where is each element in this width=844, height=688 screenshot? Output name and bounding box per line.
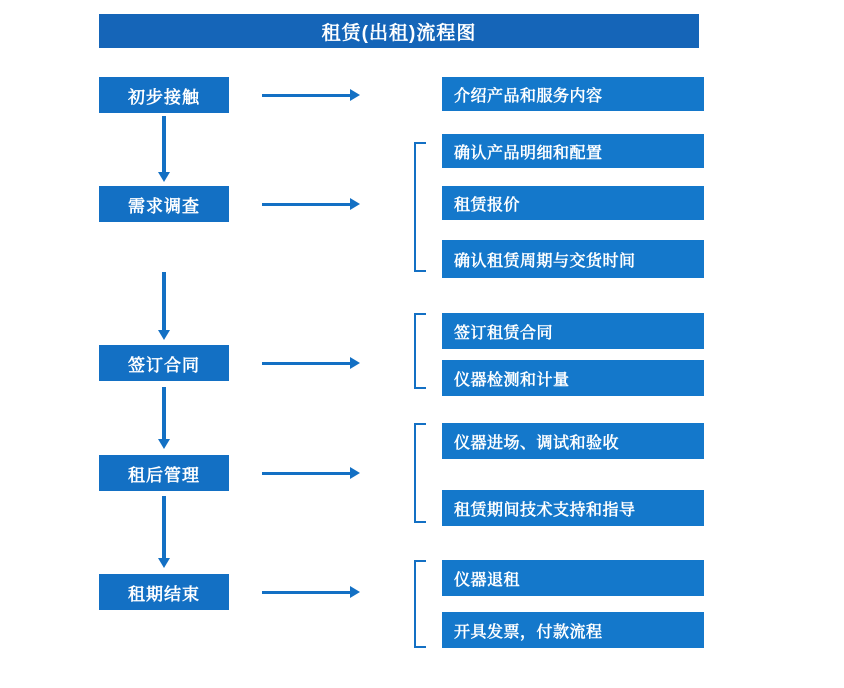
stage-box-1[interactable]: 初步接触 — [99, 77, 229, 113]
down-arrow-1 — [158, 116, 170, 182]
down-arrow-3 — [158, 387, 170, 449]
right-arrow-5 — [262, 586, 360, 598]
detail-box-1[interactable]: 介绍产品和服务内容 — [442, 77, 704, 111]
brace-group-5 — [414, 560, 426, 648]
right-arrow-2 — [262, 198, 360, 210]
diagram-title: 租赁(出租)流程图 — [99, 14, 699, 48]
down-arrow-2 — [158, 272, 170, 340]
stage-box-5[interactable]: 租期结束 — [99, 574, 229, 610]
detail-box-2[interactable]: 确认产品明细和配置 — [442, 134, 704, 168]
stage-box-3[interactable]: 签订合同 — [99, 345, 229, 381]
right-arrow-1 — [262, 89, 360, 101]
right-arrow-3 — [262, 357, 360, 369]
brace-group-2 — [414, 142, 426, 272]
detail-box-7[interactable]: 仪器进场、调试和验收 — [442, 423, 704, 459]
detail-box-6[interactable]: 仪器检测和计量 — [442, 360, 704, 396]
detail-box-5[interactable]: 签订租赁合同 — [442, 313, 704, 349]
stage-box-4[interactable]: 租后管理 — [99, 455, 229, 491]
detail-box-10[interactable]: 开具发票，付款流程 — [442, 612, 704, 648]
down-arrow-4 — [158, 496, 170, 568]
detail-box-4[interactable]: 确认租赁周期与交货时间 — [442, 240, 704, 278]
detail-box-8[interactable]: 租赁期间技术支持和指导 — [442, 490, 704, 526]
detail-box-9[interactable]: 仪器退租 — [442, 560, 704, 596]
brace-group-3 — [414, 313, 426, 389]
brace-group-4 — [414, 423, 426, 523]
detail-box-3[interactable]: 租赁报价 — [442, 186, 704, 220]
stage-box-2[interactable]: 需求调查 — [99, 186, 229, 222]
right-arrow-4 — [262, 467, 360, 479]
